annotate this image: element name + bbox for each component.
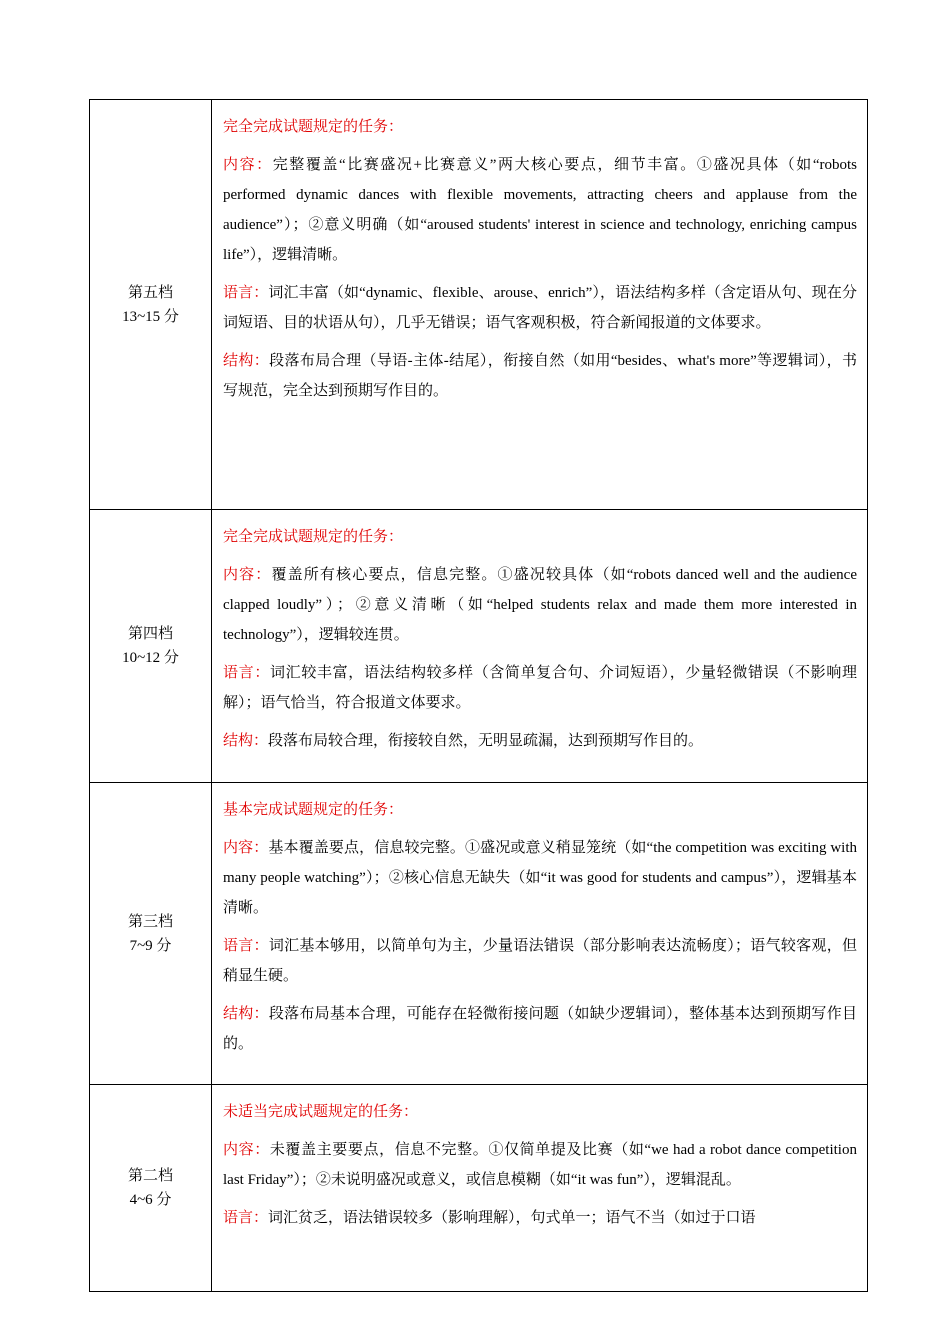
language-criteria [223,658,857,718]
structure-text: 段落布局合理（导语-主体-结尾），衔接自然（如用“besides、what's more”等逻辑词），书写规范，完全达到预期写作目的。 [223,353,857,399]
scoring-rubric-table [89,99,868,1292]
language-text: 词汇较丰富，语法结构较多样（含简单复合句、介词短语），少量轻微错误（不影响理解）；语气恰当，符合报道文体要求。 [223,665,857,711]
description-cell [212,100,868,510]
content-label: 内容： [223,157,273,173]
content-label: 内容： [223,567,272,583]
description-cell [212,783,868,1085]
language-criteria [223,931,857,991]
language-label: 语言： [223,665,270,681]
language-text: 词汇丰富（如“dynamic、flexible、arouse、enrich”），语法结构多样（含定语从句、现在分词短语、目的状语从句），几乎无错误；语气客观积极，符合新闻报道的文体要求。 [223,285,857,331]
content-criteria [223,150,857,270]
band-name: 第二档 [127,1168,173,1184]
band-score: 4~6 分 [129,1192,172,1208]
language-criteria [223,278,857,338]
band-score: 7~9 分 [129,937,172,954]
band-score: 10~12 分 [122,650,179,666]
task-statement: 未适当完成试题规定的任务： [223,1104,419,1120]
language-label: 语言： [223,938,269,954]
band-name: 第四档 [127,626,173,642]
structure-criteria [223,346,857,406]
language-criteria [223,1203,857,1233]
language-text: 词汇基本够用，以简单句为主，少量语法错误（部分影响表达流畅度）；语气较客观，但稍显生硬。 [223,938,857,984]
structure-text: 段落布局基本合理，可能存在轻微衔接问题（如缺少逻辑词），整体基本达到预期写作目的。 [223,1006,857,1052]
band-cell [90,510,212,783]
task-statement: 完全完成试题规定的任务： [223,119,404,135]
structure-label: 结构： [223,353,270,369]
band-cell [90,783,212,1085]
content-text: 未覆盖主要要点，信息不完整。①仅简单提及比赛（如“we had a robot dance competition last Friday”）；②未说明盛况或意义，或信息模糊（如“it was fun”），逻辑混乱。 [223,1142,857,1188]
band-cell [90,1085,212,1292]
language-label: 语言： [223,1210,269,1226]
content-label: 内容： [223,1142,270,1158]
task-statement: 基本完成试题规定的任务： [223,802,404,818]
language-label: 语言： [223,285,269,301]
content-text: 完整覆盖“比赛盛况+比赛意义”两大核心要点，细节丰富。①盛况具体（如“robots performed dynamic dances with flexible movements, attracting cheers and applause from the audience”）；②意义明确（如“aroused students' interest in science and technology, enriching campus life”），逻辑清晰。 [223,157,857,263]
structure-text: 段落布局较合理，衔接较自然，无明显疏漏，达到预期写作目的。 [268,733,704,749]
description-cell [212,510,868,783]
content-text: 覆盖所有核心要点，信息完整。①盛况较具体（如“robots danced well and the audience clapped loudly”）；②意义清晰（如“helped students relax and made them more interested in technology”），逻辑较连贯。 [223,567,857,643]
description-cell [212,1085,868,1292]
structure-criteria [223,999,857,1059]
table-row [90,100,868,510]
band-name: 第三档 [127,913,173,930]
content-text: 基本覆盖要点，信息较完整。①盛况或意义稍显笼统（如“the competition was exciting with many people watching”）；②核心信息无缺失（如“it was good for students and campus”），逻辑基本清晰。 [223,840,857,916]
band-cell [90,100,212,510]
table-row [90,510,868,783]
band-name: 第五档 [127,284,173,301]
band-score: 13~15 分 [122,308,179,325]
structure-label: 结构： [223,733,269,749]
content-criteria [223,833,857,923]
content-criteria [223,560,857,650]
language-text: 词汇贫乏，语法错误较多（影响理解），句式单一；语气不当（如过于口语 [268,1210,756,1226]
content-criteria [223,1135,857,1195]
structure-criteria [223,726,857,756]
task-statement: 完全完成试题规定的任务： [223,529,404,545]
table-row [90,783,868,1085]
table-row [90,1085,868,1292]
content-label: 内容： [223,840,269,856]
structure-label: 结构： [223,1006,269,1022]
